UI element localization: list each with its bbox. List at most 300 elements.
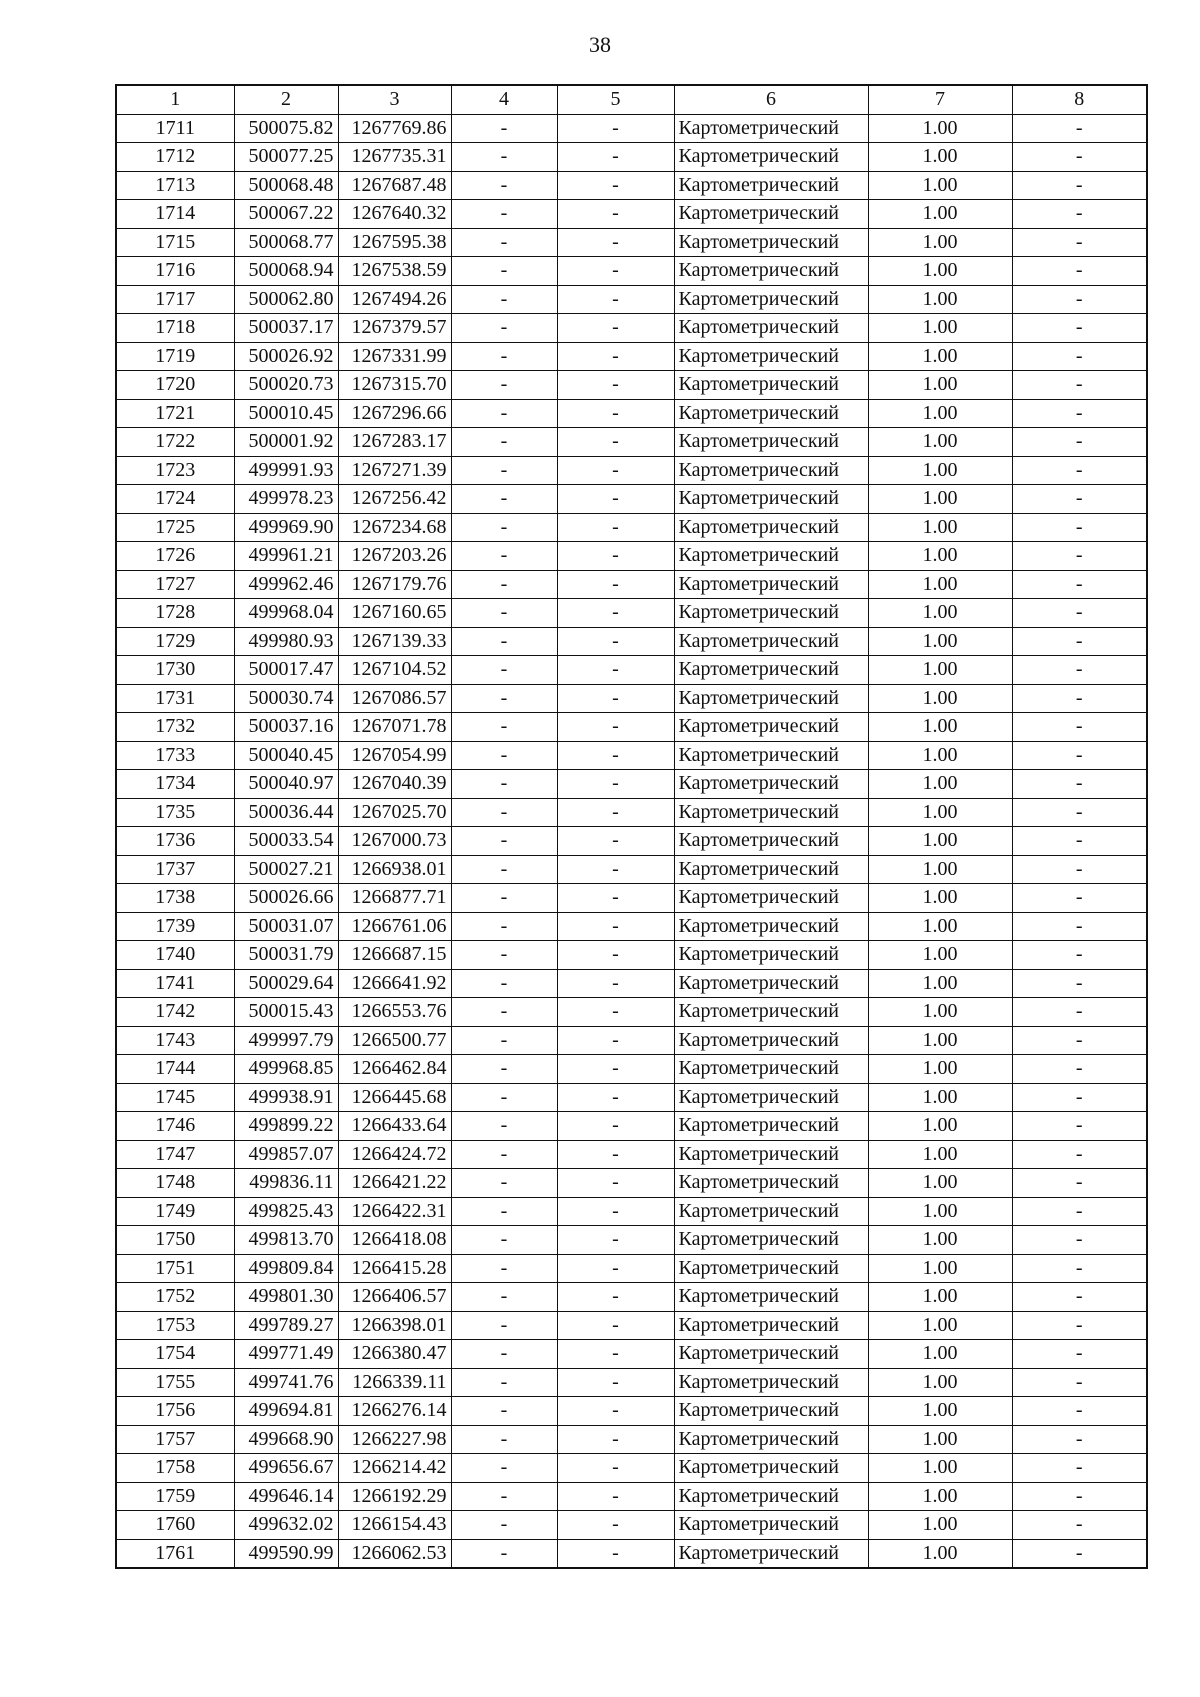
column-5-cell: -	[557, 371, 674, 400]
accuracy-cell: 1.00	[868, 1026, 1012, 1055]
column-8-cell: -	[1012, 770, 1147, 799]
column-4-cell: -	[451, 684, 557, 713]
point-number-cell: 1754	[116, 1340, 234, 1369]
column-header: 8	[1012, 85, 1147, 114]
column-8-cell: -	[1012, 1140, 1147, 1169]
method-cell: Картометрический	[674, 456, 868, 485]
y-coordinate-cell: 1267283.17	[338, 428, 451, 457]
accuracy-cell: 1.00	[868, 1340, 1012, 1369]
column-4-cell: -	[451, 1112, 557, 1141]
column-4-cell: -	[451, 1397, 557, 1426]
point-number-cell: 1734	[116, 770, 234, 799]
column-5-cell: -	[557, 1397, 674, 1426]
method-cell: Картометрический	[674, 143, 868, 172]
point-number-cell: 1722	[116, 428, 234, 457]
column-4-cell: -	[451, 228, 557, 257]
table-row	[116, 1368, 1147, 1397]
table-row	[116, 599, 1147, 628]
y-coordinate-cell: 1266687.15	[338, 941, 451, 970]
column-8-cell: -	[1012, 998, 1147, 1027]
accuracy-cell: 1.00	[868, 570, 1012, 599]
x-coordinate-cell: 500026.92	[234, 342, 338, 371]
x-coordinate-cell: 499968.04	[234, 599, 338, 628]
column-8-cell: -	[1012, 228, 1147, 257]
y-coordinate-cell: 1267086.57	[338, 684, 451, 713]
point-number-cell: 1737	[116, 855, 234, 884]
column-4-cell: -	[451, 798, 557, 827]
table-row	[116, 798, 1147, 827]
y-coordinate-cell: 1267256.42	[338, 485, 451, 514]
column-5-cell: -	[557, 1112, 674, 1141]
table-row	[116, 285, 1147, 314]
column-5-cell: -	[557, 171, 674, 200]
method-cell: Картометрический	[674, 627, 868, 656]
column-5-cell: -	[557, 1454, 674, 1483]
table-row	[116, 941, 1147, 970]
column-header: 1	[116, 85, 234, 114]
y-coordinate-cell: 1267331.99	[338, 342, 451, 371]
y-coordinate-cell: 1267139.33	[338, 627, 451, 656]
column-4-cell: -	[451, 855, 557, 884]
column-4-cell: -	[451, 741, 557, 770]
column-8-cell: -	[1012, 456, 1147, 485]
column-4-cell: -	[451, 513, 557, 542]
column-4-cell: -	[451, 998, 557, 1027]
column-5-cell: -	[557, 1083, 674, 1112]
y-coordinate-cell: 1266406.57	[338, 1283, 451, 1312]
point-number-cell: 1714	[116, 200, 234, 229]
accuracy-cell: 1.00	[868, 143, 1012, 172]
column-8-cell: -	[1012, 884, 1147, 913]
point-number-cell: 1760	[116, 1511, 234, 1540]
accuracy-cell: 1.00	[868, 1482, 1012, 1511]
method-cell: Картометрический	[674, 1368, 868, 1397]
y-coordinate-cell: 1266761.06	[338, 912, 451, 941]
table-row	[116, 1055, 1147, 1084]
method-cell: Картометрический	[674, 1340, 868, 1369]
accuracy-cell: 1.00	[868, 855, 1012, 884]
column-5-cell: -	[557, 912, 674, 941]
column-8-cell: -	[1012, 684, 1147, 713]
y-coordinate-cell: 1266462.84	[338, 1055, 451, 1084]
accuracy-cell: 1.00	[868, 1283, 1012, 1312]
x-coordinate-cell: 499809.84	[234, 1254, 338, 1283]
y-coordinate-cell: 1266192.29	[338, 1482, 451, 1511]
x-coordinate-cell: 499656.67	[234, 1454, 338, 1483]
point-number-cell: 1761	[116, 1539, 234, 1568]
column-8-cell: -	[1012, 1169, 1147, 1198]
column-4-cell: -	[451, 143, 557, 172]
x-coordinate-cell: 500020.73	[234, 371, 338, 400]
y-coordinate-cell: 1267025.70	[338, 798, 451, 827]
y-coordinate-cell: 1267769.86	[338, 114, 451, 143]
column-5-cell: -	[557, 513, 674, 542]
column-5-cell: -	[557, 570, 674, 599]
point-number-cell: 1725	[116, 513, 234, 542]
method-cell: Картометрический	[674, 713, 868, 742]
column-5-cell: -	[557, 998, 674, 1027]
accuracy-cell: 1.00	[868, 884, 1012, 913]
y-coordinate-cell: 1267538.59	[338, 257, 451, 286]
y-coordinate-cell: 1267271.39	[338, 456, 451, 485]
column-8-cell: -	[1012, 542, 1147, 571]
accuracy-cell: 1.00	[868, 969, 1012, 998]
accuracy-cell: 1.00	[868, 1397, 1012, 1426]
table-row	[116, 1226, 1147, 1255]
y-coordinate-cell: 1267104.52	[338, 656, 451, 685]
column-8-cell: -	[1012, 1454, 1147, 1483]
column-4-cell: -	[451, 1083, 557, 1112]
x-coordinate-cell: 499978.23	[234, 485, 338, 514]
x-coordinate-cell: 499961.21	[234, 542, 338, 571]
method-cell: Картометрический	[674, 941, 868, 970]
point-number-cell: 1749	[116, 1197, 234, 1226]
column-5-cell: -	[557, 1340, 674, 1369]
x-coordinate-cell: 500068.48	[234, 171, 338, 200]
column-4-cell: -	[451, 200, 557, 229]
accuracy-cell: 1.00	[868, 1083, 1012, 1112]
x-coordinate-cell: 500037.17	[234, 314, 338, 343]
table-row	[116, 1425, 1147, 1454]
column-4-cell: -	[451, 1055, 557, 1084]
column-5-cell: -	[557, 1368, 674, 1397]
column-5-cell: -	[557, 1539, 674, 1568]
column-4-cell: -	[451, 1511, 557, 1540]
point-number-cell: 1735	[116, 798, 234, 827]
x-coordinate-cell: 499857.07	[234, 1140, 338, 1169]
table-row	[116, 114, 1147, 143]
accuracy-cell: 1.00	[868, 1511, 1012, 1540]
y-coordinate-cell: 1267494.26	[338, 285, 451, 314]
accuracy-cell: 1.00	[868, 1368, 1012, 1397]
y-coordinate-cell: 1266062.53	[338, 1539, 451, 1568]
table-row	[116, 713, 1147, 742]
column-8-cell: -	[1012, 428, 1147, 457]
accuracy-cell: 1.00	[868, 399, 1012, 428]
accuracy-cell: 1.00	[868, 428, 1012, 457]
column-4-cell: -	[451, 285, 557, 314]
point-number-cell: 1736	[116, 827, 234, 856]
point-number-cell: 1747	[116, 1140, 234, 1169]
table-row	[116, 171, 1147, 200]
y-coordinate-cell: 1267379.57	[338, 314, 451, 343]
column-4-cell: -	[451, 1311, 557, 1340]
method-cell: Картометрический	[674, 1226, 868, 1255]
point-number-cell: 1751	[116, 1254, 234, 1283]
table-row	[116, 884, 1147, 913]
column-8-cell: -	[1012, 1055, 1147, 1084]
accuracy-cell: 1.00	[868, 1425, 1012, 1454]
table-row	[116, 1254, 1147, 1283]
x-coordinate-cell: 500010.45	[234, 399, 338, 428]
table-row	[116, 1140, 1147, 1169]
column-8-cell: -	[1012, 513, 1147, 542]
x-coordinate-cell: 500031.79	[234, 941, 338, 970]
y-coordinate-cell: 1266380.47	[338, 1340, 451, 1369]
column-5-cell: -	[557, 1226, 674, 1255]
column-4-cell: -	[451, 1539, 557, 1568]
y-coordinate-cell: 1266339.11	[338, 1368, 451, 1397]
table-row	[116, 855, 1147, 884]
x-coordinate-cell: 500062.80	[234, 285, 338, 314]
x-coordinate-cell: 499632.02	[234, 1511, 338, 1540]
accuracy-cell: 1.00	[868, 798, 1012, 827]
point-number-cell: 1753	[116, 1311, 234, 1340]
accuracy-cell: 1.00	[868, 741, 1012, 770]
column-8-cell: -	[1012, 570, 1147, 599]
point-number-cell: 1740	[116, 941, 234, 970]
point-number-cell: 1757	[116, 1425, 234, 1454]
x-coordinate-cell: 500017.47	[234, 656, 338, 685]
column-header: 3	[338, 85, 451, 114]
table-row	[116, 1539, 1147, 1568]
column-8-cell: -	[1012, 114, 1147, 143]
column-5-cell: -	[557, 257, 674, 286]
x-coordinate-cell: 499991.93	[234, 456, 338, 485]
column-5-cell: -	[557, 143, 674, 172]
x-coordinate-cell: 500026.66	[234, 884, 338, 913]
column-5-cell: -	[557, 1169, 674, 1198]
table-row	[116, 371, 1147, 400]
x-coordinate-cell: 499741.76	[234, 1368, 338, 1397]
x-coordinate-cell: 499836.11	[234, 1169, 338, 1198]
column-header: 5	[557, 85, 674, 114]
accuracy-cell: 1.00	[868, 1197, 1012, 1226]
table-row	[116, 741, 1147, 770]
column-4-cell: -	[451, 485, 557, 514]
accuracy-cell: 1.00	[868, 314, 1012, 343]
column-8-cell: -	[1012, 1112, 1147, 1141]
table-row	[116, 1026, 1147, 1055]
column-8-cell: -	[1012, 1026, 1147, 1055]
x-coordinate-cell: 500030.74	[234, 684, 338, 713]
point-number-cell: 1724	[116, 485, 234, 514]
accuracy-cell: 1.00	[868, 684, 1012, 713]
table-row	[116, 1511, 1147, 1540]
column-8-cell: -	[1012, 1197, 1147, 1226]
point-number-cell: 1727	[116, 570, 234, 599]
table-row	[116, 485, 1147, 514]
column-4-cell: -	[451, 941, 557, 970]
column-4-cell: -	[451, 1482, 557, 1511]
table-row	[116, 827, 1147, 856]
column-8-cell: -	[1012, 912, 1147, 941]
point-number-cell: 1741	[116, 969, 234, 998]
column-4-cell: -	[451, 399, 557, 428]
y-coordinate-cell: 1267687.48	[338, 171, 451, 200]
column-5-cell: -	[557, 1425, 674, 1454]
column-8-cell: -	[1012, 713, 1147, 742]
method-cell: Картометрический	[674, 1454, 868, 1483]
table-row	[116, 1311, 1147, 1340]
point-number-cell: 1730	[116, 656, 234, 685]
x-coordinate-cell: 499801.30	[234, 1283, 338, 1312]
method-cell: Картометрический	[674, 684, 868, 713]
point-number-cell: 1726	[116, 542, 234, 571]
table-header-row	[116, 85, 1147, 114]
column-5-cell: -	[557, 542, 674, 571]
point-number-cell: 1738	[116, 884, 234, 913]
column-header: 2	[234, 85, 338, 114]
column-4-cell: -	[451, 257, 557, 286]
y-coordinate-cell: 1266553.76	[338, 998, 451, 1027]
table-row	[116, 1169, 1147, 1198]
y-coordinate-cell: 1266938.01	[338, 855, 451, 884]
column-8-cell: -	[1012, 627, 1147, 656]
column-5-cell: -	[557, 399, 674, 428]
table-row	[116, 200, 1147, 229]
y-coordinate-cell: 1267160.65	[338, 599, 451, 628]
x-coordinate-cell: 499980.93	[234, 627, 338, 656]
x-coordinate-cell: 500075.82	[234, 114, 338, 143]
column-5-cell: -	[557, 456, 674, 485]
method-cell: Картометрический	[674, 542, 868, 571]
y-coordinate-cell: 1266422.31	[338, 1197, 451, 1226]
point-number-cell: 1718	[116, 314, 234, 343]
accuracy-cell: 1.00	[868, 713, 1012, 742]
column-4-cell: -	[451, 884, 557, 913]
point-number-cell: 1745	[116, 1083, 234, 1112]
x-coordinate-cell: 499962.46	[234, 570, 338, 599]
column-5-cell: -	[557, 599, 674, 628]
column-8-cell: -	[1012, 1482, 1147, 1511]
point-number-cell: 1758	[116, 1454, 234, 1483]
point-number-cell: 1746	[116, 1112, 234, 1141]
method-cell: Картометрический	[674, 399, 868, 428]
point-number-cell: 1721	[116, 399, 234, 428]
column-4-cell: -	[451, 428, 557, 457]
method-cell: Картометрический	[674, 285, 868, 314]
column-8-cell: -	[1012, 599, 1147, 628]
accuracy-cell: 1.00	[868, 1112, 1012, 1141]
y-coordinate-cell: 1267203.26	[338, 542, 451, 571]
accuracy-cell: 1.00	[868, 1454, 1012, 1483]
column-5-cell: -	[557, 627, 674, 656]
point-number-cell: 1731	[116, 684, 234, 713]
accuracy-cell: 1.00	[868, 998, 1012, 1027]
method-cell: Картометрический	[674, 1311, 868, 1340]
y-coordinate-cell: 1266418.08	[338, 1226, 451, 1255]
column-5-cell: -	[557, 941, 674, 970]
x-coordinate-cell: 499789.27	[234, 1311, 338, 1340]
method-cell: Картометрический	[674, 1482, 868, 1511]
y-coordinate-cell: 1266433.64	[338, 1112, 451, 1141]
method-cell: Картометрический	[674, 1539, 868, 1568]
column-5-cell: -	[557, 656, 674, 685]
method-cell: Картометрический	[674, 599, 868, 628]
y-coordinate-cell: 1266415.28	[338, 1254, 451, 1283]
column-5-cell: -	[557, 1482, 674, 1511]
column-5-cell: -	[557, 1055, 674, 1084]
method-cell: Картометрический	[674, 371, 868, 400]
column-8-cell: -	[1012, 1539, 1147, 1568]
table-row	[116, 399, 1147, 428]
column-8-cell: -	[1012, 200, 1147, 229]
table-row	[116, 542, 1147, 571]
method-cell: Картометрический	[674, 1112, 868, 1141]
point-number-cell: 1715	[116, 228, 234, 257]
column-4-cell: -	[451, 1140, 557, 1169]
method-cell: Картометрический	[674, 998, 868, 1027]
column-4-cell: -	[451, 770, 557, 799]
accuracy-cell: 1.00	[868, 200, 1012, 229]
y-coordinate-cell: 1267071.78	[338, 713, 451, 742]
column-8-cell: -	[1012, 143, 1147, 172]
accuracy-cell: 1.00	[868, 513, 1012, 542]
y-coordinate-cell: 1266276.14	[338, 1397, 451, 1426]
table-row	[116, 1340, 1147, 1369]
x-coordinate-cell: 499646.14	[234, 1482, 338, 1511]
column-8-cell: -	[1012, 171, 1147, 200]
method-cell: Картометрический	[674, 114, 868, 143]
point-number-cell: 1750	[116, 1226, 234, 1255]
y-coordinate-cell: 1267296.66	[338, 399, 451, 428]
point-number-cell: 1719	[116, 342, 234, 371]
column-4-cell: -	[451, 627, 557, 656]
column-5-cell: -	[557, 770, 674, 799]
column-4-cell: -	[451, 1026, 557, 1055]
accuracy-cell: 1.00	[868, 599, 1012, 628]
column-5-cell: -	[557, 741, 674, 770]
column-4-cell: -	[451, 827, 557, 856]
column-8-cell: -	[1012, 1254, 1147, 1283]
column-5-cell: -	[557, 1197, 674, 1226]
point-number-cell: 1713	[116, 171, 234, 200]
column-8-cell: -	[1012, 1311, 1147, 1340]
x-coordinate-cell: 500027.21	[234, 855, 338, 884]
y-coordinate-cell: 1266227.98	[338, 1425, 451, 1454]
column-5-cell: -	[557, 200, 674, 229]
method-cell: Картометрический	[674, 884, 868, 913]
column-4-cell: -	[451, 1254, 557, 1283]
column-8-cell: -	[1012, 969, 1147, 998]
x-coordinate-cell: 499968.85	[234, 1055, 338, 1084]
x-coordinate-cell: 500001.92	[234, 428, 338, 457]
accuracy-cell: 1.00	[868, 114, 1012, 143]
table-row	[116, 1397, 1147, 1426]
method-cell: Картометрический	[674, 1283, 868, 1312]
table-row	[116, 342, 1147, 371]
point-number-cell: 1711	[116, 114, 234, 143]
column-4-cell: -	[451, 969, 557, 998]
table-row	[116, 428, 1147, 457]
method-cell: Картометрический	[674, 1511, 868, 1540]
table-row	[116, 143, 1147, 172]
y-coordinate-cell: 1266154.43	[338, 1511, 451, 1540]
column-8-cell: -	[1012, 371, 1147, 400]
accuracy-cell: 1.00	[868, 456, 1012, 485]
point-number-cell: 1732	[116, 713, 234, 742]
column-8-cell: -	[1012, 1368, 1147, 1397]
column-5-cell: -	[557, 1511, 674, 1540]
column-5-cell: -	[557, 228, 674, 257]
column-8-cell: -	[1012, 314, 1147, 343]
y-coordinate-cell: 1267234.68	[338, 513, 451, 542]
method-cell: Картометрический	[674, 1397, 868, 1426]
table-row	[116, 1283, 1147, 1312]
column-5-cell: -	[557, 684, 674, 713]
column-8-cell: -	[1012, 399, 1147, 428]
point-number-cell: 1744	[116, 1055, 234, 1084]
column-8-cell: -	[1012, 485, 1147, 514]
point-number-cell: 1755	[116, 1368, 234, 1397]
column-5-cell: -	[557, 1311, 674, 1340]
y-coordinate-cell: 1267640.32	[338, 200, 451, 229]
column-5-cell: -	[557, 969, 674, 998]
accuracy-cell: 1.00	[868, 941, 1012, 970]
method-cell: Картометрический	[674, 485, 868, 514]
table-row	[116, 1112, 1147, 1141]
